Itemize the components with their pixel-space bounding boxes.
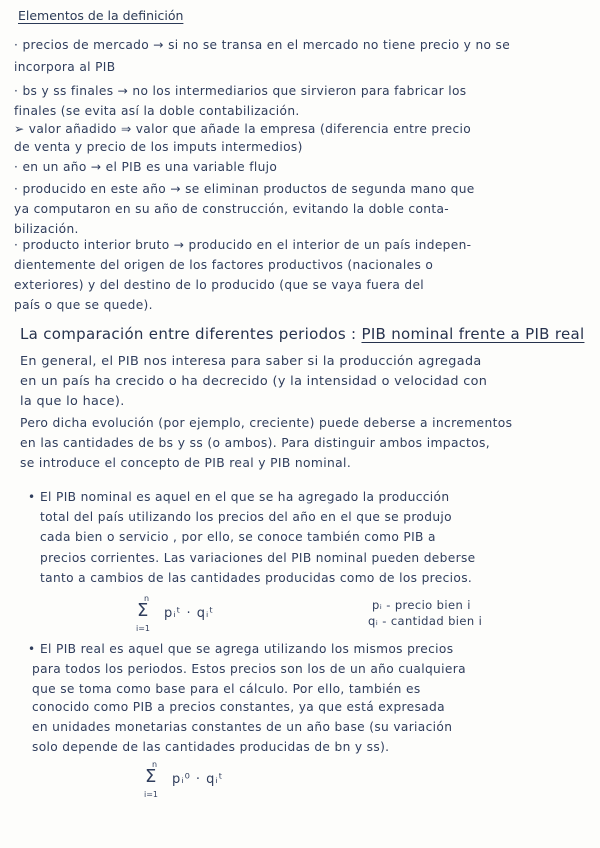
nominal-line-2: cada bien o servicio , por ello, se conoce también como PIB a: [40, 530, 436, 544]
section2-title-sub: PIB nominal frente a PIB real: [361, 325, 585, 343]
s1-line-4: ➢ valor añadido ⇒ valor que añade la empresa (diferencia entre precio: [14, 122, 472, 136]
s1-line-13: país o que se quede).: [14, 298, 153, 312]
intro-line-5: se introduce el concepto de PIB real y PIB nominal.: [20, 456, 352, 470]
real-line-3: conocido como PIB a precios constantes, ya que está expresada: [32, 700, 445, 714]
real-line-4: en unidades monetarias constantes de un año base (su variación: [32, 720, 453, 734]
real-line-0: El PIB real es aquel que se agrega utilizando los mismos precios: [40, 642, 454, 656]
real-line-2: que se toma como base para el cálculo. Por ello, también es: [32, 682, 421, 696]
section2-title-main: La comparación entre diferentes periodos :: [20, 325, 357, 343]
formula1-sigma: Σ: [137, 600, 149, 621]
formula2-upper: n: [152, 760, 158, 769]
formula2-lower: i=1: [144, 790, 159, 799]
s1-line-10: · producto interior bruto → producido en el interior de un país indepen-: [14, 238, 472, 252]
formula1-upper: n: [144, 594, 150, 603]
legend-price: pᵢ - precio bien i: [372, 598, 471, 612]
formula-nominal: [134, 594, 254, 640]
real-line-5: solo depende de las cantidades producidas de bn y ss).: [32, 740, 390, 754]
heading-elementos: Elementos de la definición: [18, 8, 184, 23]
legend-quantity: qᵢ - cantidad bien i: [368, 614, 483, 628]
formula2-sigma: Σ: [145, 766, 157, 787]
bullet-real: •: [28, 642, 36, 656]
bullet-nominal: •: [28, 490, 36, 504]
nominal-line-3: precios corrientes. Las variaciones del PIB nominal pueden deberse: [40, 551, 476, 565]
nominal-line-0: El PIB nominal es aquel en el que se ha agregado la producción: [40, 490, 450, 504]
s1-line-3: finales (se evita así la doble contabilización.: [14, 104, 300, 118]
real-line-1: para todos los periodos. Estos precios son los de un año cualquiera: [32, 662, 466, 676]
formula2-term: pᵢ⁰ · qᵢᵗ: [172, 772, 224, 787]
intro-line-2: la que lo hace).: [20, 394, 125, 409]
s1-line-1: incorpora al PIB: [14, 60, 116, 74]
s1-line-8: ya computaron en su año de construcción, evitando la doble conta-: [14, 202, 450, 216]
s1-line-2: · bs y ss finales → no los intermediarios que sirvieron para fabricar los: [14, 84, 467, 98]
s1-line-6: · en un año → el PIB es una variable flujo: [14, 160, 278, 174]
s1-line-7: · producido en este año → se eliminan productos de segunda mano que: [14, 182, 475, 196]
nominal-line-4: tanto a cambios de las cantidades producidas como de los precios.: [40, 571, 473, 585]
s1-line-0: · precios de mercado → si no se transa en el mercado no tiene precio y no se: [14, 38, 511, 52]
s1-line-11: dientemente del origen de los factores productivos (nacionales o: [14, 258, 434, 272]
formula-real: [142, 760, 262, 806]
s1-line-9: bilización.: [14, 222, 79, 236]
intro-line-3: Pero dicha evolución (por ejemplo, creciente) puede deberse a incrementos: [20, 416, 513, 430]
nominal-line-1: total del país utilizando los precios del año en el que se produjo: [40, 510, 452, 524]
s1-line-12: exteriores) y del destino de lo producido (que se vaya fuera del: [14, 278, 425, 292]
section2-title: [20, 325, 584, 343]
formula1-term: pᵢᵗ · qᵢᵗ: [164, 606, 215, 621]
intro-line-0: En general, el PIB nos interesa para saber si la producción agregada: [20, 354, 482, 369]
intro-line-4: en las cantidades de bs y ss (o ambos). Para distinguir ambos impactos,: [20, 436, 490, 450]
intro-line-1: en un país ha crecido o ha decrecido (y la intensidad o velocidad con: [20, 374, 488, 389]
s1-line-5: de venta y precio de los imputs intermedios): [14, 140, 303, 154]
formula1-lower: i=1: [136, 624, 151, 633]
